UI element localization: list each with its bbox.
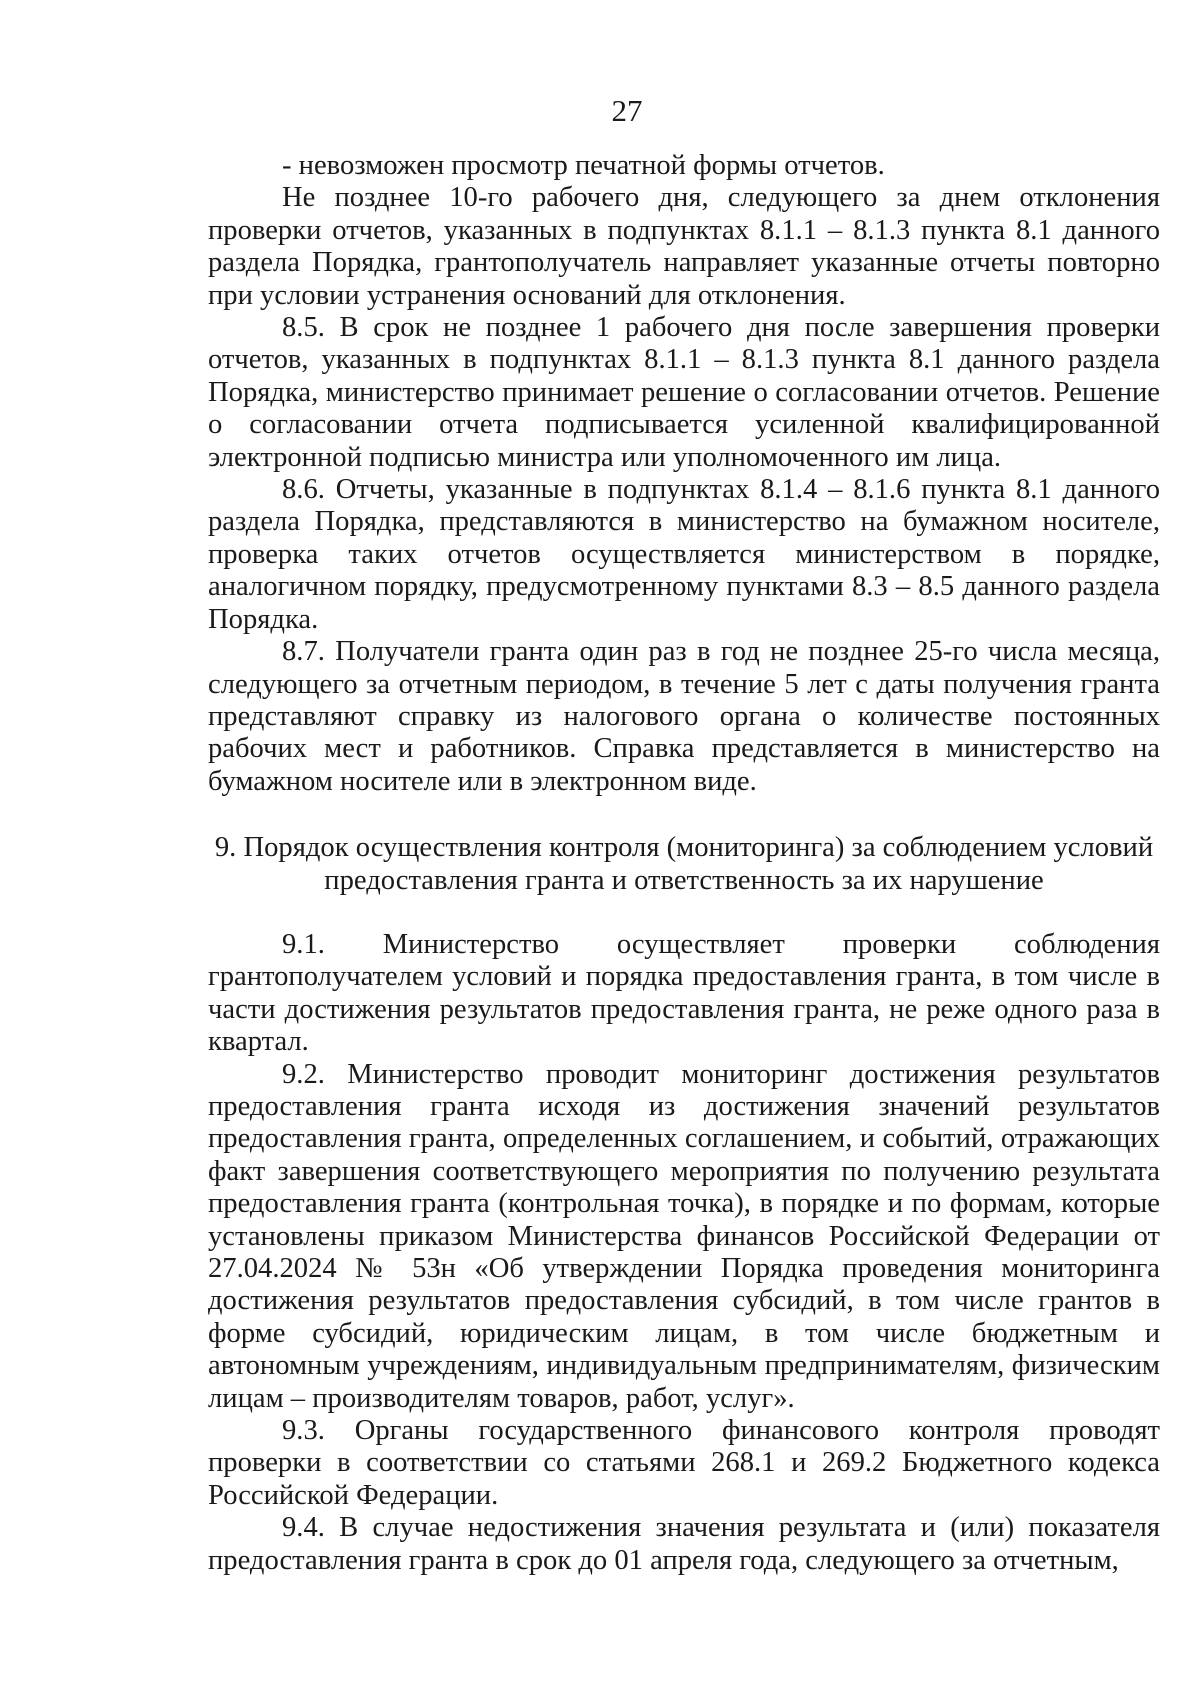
paragraph-9-4: 9.4. В случае недостижения значения результата и (или) показателя предоставления гранта в срок до 01 апреля года, следующего за отчетным, (208, 1512, 1160, 1576)
document-body (208, 150, 1160, 1577)
paragraph-8-5: 8.5. В срок не позднее 1 рабочего дня после завершения проверки отчетов, указанных в подпунктах 8.1.1 – 8.1.3 пункта 8.1 данного раздела Порядка, министерство принимает решение о согласовании отчетов. Решение о согласовании отчета подписывается усиленной квалифицированной электронной подписью министра или уполномоченного им лица. (208, 312, 1160, 473)
paragraph-9-1: 9.1. Министерство осуществляет проверки соблюдения грантополучателем условий и порядка предоставления гранта, в том числе в части достижения результатов предоставления гранта, не реже одного раза в квартал. (208, 928, 1160, 1058)
section-9-heading-line2: предоставления гранта и ответственность за их нарушение (324, 864, 1044, 896)
paragraph-9-2: 9.2. Министерство проводит мониторинг достижения результатов предоставления гранта исходя из достижения значений результатов предоставления гранта, определенных соглашением, и событий, отражающих факт завершения соответствующего мероприятия по получению результата предоставления гранта (контрольная точка), в порядке и по формам, которые установлены приказом Министерства финансов Российской Федерации от 27.04.2024 № 53н «Об утверждении Порядка проведения мониторинга достижения результатов предоставления субсидий, в том числе грантов в форме субсидий, юридическим лицам, в том числе бюджетным и автономным учреждениям, индивидуальным предпринимателям, физическим лицам – производителям товаров, работ, услуг». (208, 1058, 1160, 1414)
section-9-heading (208, 832, 1160, 897)
page-number: 27 (611, 93, 643, 128)
paragraph-9-3: 9.3. Органы государственного финансового контроля проводят проверки в соответствии со статьями 268.1 и 269.2 Бюджетного кодекса Российской Федерации. (208, 1415, 1160, 1511)
paragraph-8-7: 8.7. Получатели гранта один раз в год не позднее 25-го числа месяца, следующего за отчетным периодом, в течение 5 лет с даты получения гранта представляют справку из налогового органа о количестве постоянных рабочих мест и работников. Справка представляется в министерство на бумажном носителе или в электронном виде. (208, 636, 1160, 797)
paragraph-dash-item: - невозможен просмотр печатной формы отчетов. (282, 150, 885, 181)
section-9-heading-line1: 9. Порядок осуществления контроля (мониторинга) за соблюдением условий (214, 832, 1154, 864)
paragraph-8-6: 8.6. Отчеты, указанные в подпунктах 8.1.4 – 8.1.6 пункта 8.1 данного раздела Порядка, представляются в министерство на бумажном носителе, проверка таких отчетов осуществляется министерством в порядке, аналогичном порядку, предусмотренному пунктами 8.3 – 8.5 данного раздела Порядка. (208, 474, 1160, 635)
paragraph-resubmission: Не позднее 10-го рабочего дня, следующего за днем отклонения проверки отчетов, указанных в подпунктах 8.1.1 – 8.1.3 пункта 8.1 данного раздела Порядка, грантополучатель направляет указанные отчеты повторно при условии устранения оснований для отклонения. (208, 182, 1160, 311)
